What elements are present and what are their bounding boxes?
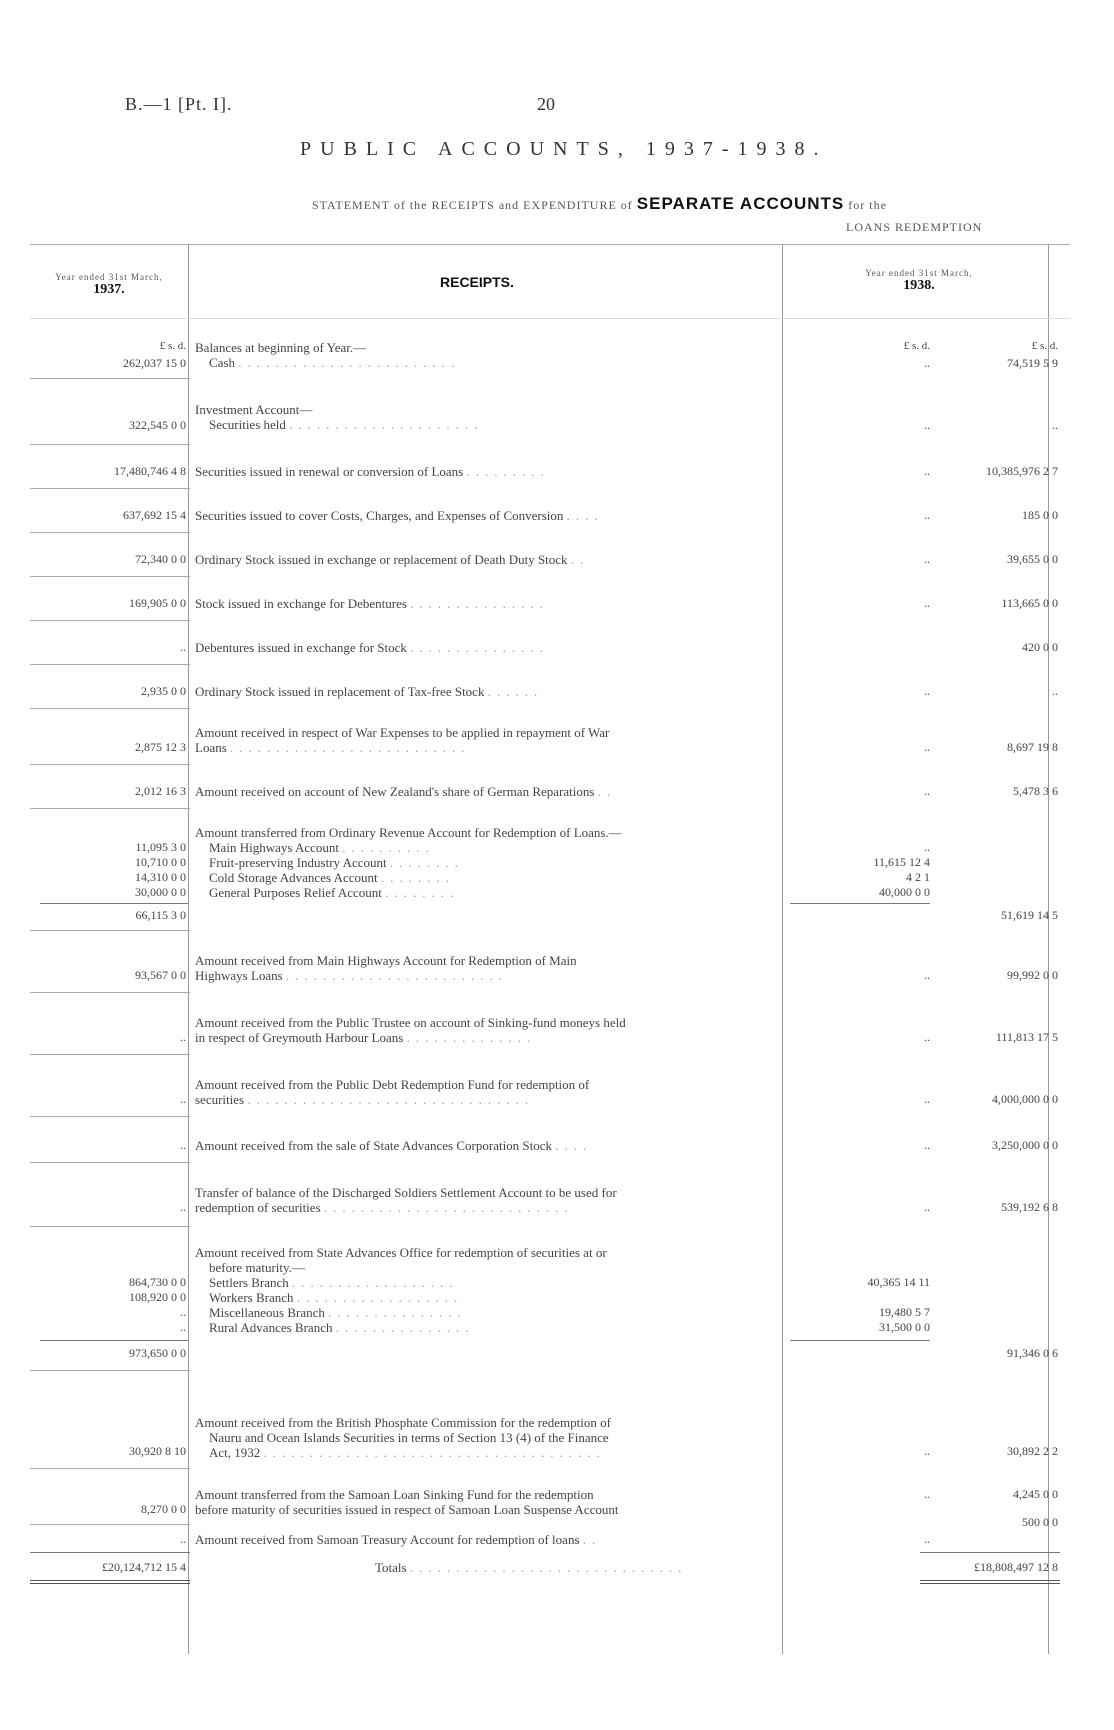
desc-line: Amount received in respect of War Expenses to be applied in repayment of War bbox=[195, 725, 610, 740]
table-cell: 111,813 17 5 bbox=[995, 1030, 1058, 1044]
subtitle-prefix: STATEMENT of the RECEIPTS and EXPENDITURE of bbox=[312, 198, 633, 212]
table-cell: .. bbox=[924, 968, 930, 982]
table-cell: 72,340 0 0 bbox=[135, 552, 186, 566]
table-cell: 39,655 0 0 bbox=[1007, 552, 1058, 566]
table-cell: .. bbox=[924, 464, 930, 478]
table-cell: .. bbox=[924, 740, 930, 754]
desc-line: Amount received from the Public Trustee on account of Sinking-fund moneys held bbox=[195, 1015, 626, 1030]
row-description: Ordinary Stock issued in replacement of Tax-free Stock ...... bbox=[195, 684, 544, 699]
table-cell: 30,920 8 10 bbox=[129, 1444, 186, 1458]
transfer-block bbox=[195, 825, 780, 900]
desc-line: Amount transferred from the Samoan Loan Sinking Fund for the redemption bbox=[195, 1487, 594, 1502]
row-description bbox=[195, 1015, 780, 1045]
table-cell: .. bbox=[180, 1030, 186, 1044]
desc-line: before maturity of securities issued in respect of Samoan Loan Suspense Account bbox=[195, 1502, 619, 1517]
row-rule bbox=[30, 444, 190, 445]
total-rule bbox=[30, 1552, 190, 1553]
desc-line: securities ............................... bbox=[195, 1092, 535, 1107]
statement-subtitle bbox=[312, 194, 887, 214]
desc-line: in respect of Greymouth Harbour Loans .............. bbox=[195, 1030, 537, 1045]
row-rule bbox=[30, 764, 190, 765]
table-cell: 8,270 0 0 bbox=[141, 1502, 186, 1516]
row-rule bbox=[30, 488, 190, 489]
table-cell: .. bbox=[180, 1138, 186, 1152]
row-description bbox=[195, 1415, 780, 1460]
subtotal-rule bbox=[790, 1340, 930, 1341]
block-heading: Amount transferred from Ordinary Revenue Account for Redemption of Loans.— bbox=[195, 825, 622, 840]
table-cell: 3,250,000 0 0 bbox=[992, 1138, 1058, 1152]
table-cell: .. bbox=[180, 640, 186, 654]
row-description: Securities issued to cover Costs, Charges, and Expenses of Conversion .... bbox=[195, 508, 604, 523]
row-description: Ordinary Stock issued in exchange or replacement of Death Duty Stock .. bbox=[195, 552, 590, 567]
row-description bbox=[195, 1077, 780, 1107]
desc-line: Investment Account— bbox=[195, 402, 313, 417]
page-number: 20 bbox=[537, 94, 555, 114]
list-item: Workers Branch .................. bbox=[209, 1290, 464, 1305]
table-cell: .. bbox=[924, 1487, 930, 1501]
table-cell: 2,935 0 0 bbox=[141, 684, 186, 698]
row-description: Amount received from the sale of State Advances Corporation Stock .... bbox=[195, 1138, 593, 1153]
total-double-rule bbox=[920, 1583, 1060, 1584]
table-cell: 30,892 2 2 bbox=[1007, 1444, 1058, 1458]
table-cell: .. bbox=[924, 1030, 930, 1044]
table-cell: .. bbox=[180, 1092, 186, 1106]
row-description: Stock issued in exchange for Debentures ............... bbox=[195, 596, 549, 611]
left-units: £ s. d. bbox=[159, 340, 186, 352]
row-description bbox=[195, 725, 780, 755]
table-cell: .. bbox=[1052, 418, 1058, 432]
table-cell: 4,245 0 0 bbox=[1013, 1487, 1058, 1501]
table-cell: .. bbox=[924, 596, 930, 610]
table-cell: .. bbox=[924, 1138, 930, 1152]
row-description: Amount received on account of New Zealand's share of German Reparations .. bbox=[195, 784, 617, 799]
total-double-rule bbox=[30, 1580, 190, 1581]
row-rule bbox=[30, 576, 190, 577]
table-cell: .. bbox=[180, 1532, 186, 1546]
row-rule bbox=[30, 378, 190, 379]
table-cell: 40,365 14 11 bbox=[867, 1275, 930, 1289]
table-cell: 40,000 0 0 bbox=[879, 885, 930, 899]
list-item: Cold Storage Advances Account ........ bbox=[209, 870, 455, 885]
table-cell: 11,095 3 0 bbox=[135, 840, 186, 854]
list-item: Rural Advances Branch ............... bbox=[209, 1320, 475, 1335]
table-cell: .. bbox=[924, 1200, 930, 1214]
row-rule bbox=[30, 1162, 190, 1163]
subtitle-emphasis: SEPARATE ACCOUNTS bbox=[636, 194, 845, 213]
table-cell: .. bbox=[924, 1092, 930, 1106]
desc-line: Highways Loans ........................ bbox=[195, 968, 508, 983]
table-cell: .. bbox=[924, 1444, 930, 1458]
table-cell: 5,478 3 6 bbox=[1013, 784, 1058, 798]
table-cell: 93,567 0 0 bbox=[135, 968, 186, 982]
row-description: Debentures issued in exchange for Stock ............... bbox=[195, 640, 549, 655]
row-rule bbox=[30, 1054, 190, 1055]
row-description bbox=[195, 402, 780, 432]
desc-line: Amount received from Main Highways Account for Redemption of Main bbox=[195, 953, 577, 968]
table-cell: 2,875 12 3 bbox=[135, 740, 186, 754]
table-cell: 14,310 0 0 bbox=[135, 870, 186, 884]
list-item: Settlers Branch .................. bbox=[209, 1275, 459, 1290]
state-advances-block bbox=[195, 1245, 780, 1335]
total-cell-1937: £20,124,712 15 4 bbox=[102, 1560, 186, 1574]
table-cell: .. bbox=[924, 508, 930, 522]
subtotal-rule bbox=[790, 903, 930, 904]
mid-units: £ s. d. bbox=[903, 340, 930, 352]
table-cell: .. bbox=[924, 418, 930, 432]
table-cell: 420 0 0 bbox=[1022, 640, 1058, 654]
table-cell: 262,037 15 0 bbox=[123, 356, 186, 370]
row-rule bbox=[30, 808, 190, 809]
row-rule bbox=[30, 930, 190, 931]
table-cell: .. bbox=[924, 1532, 930, 1546]
table-cell: 30,000 0 0 bbox=[135, 885, 186, 899]
row-rule bbox=[30, 1524, 190, 1525]
right-column-heading bbox=[790, 268, 1048, 294]
subtotal-cell: 66,115 3 0 bbox=[135, 908, 186, 922]
table-cell: 108,920 0 0 bbox=[129, 1290, 186, 1304]
left-heading-year: 1937. bbox=[93, 282, 125, 297]
row-rule bbox=[30, 1468, 190, 1469]
block-heading: Amount received from State Advances Office for redemption of securities at or bbox=[195, 1245, 607, 1260]
right-heading-year: 1938. bbox=[903, 278, 935, 293]
table-cell: 74,519 5 9 bbox=[1007, 356, 1058, 370]
desc-line: Loans .......................... bbox=[195, 740, 471, 755]
table-cell: .. bbox=[180, 1320, 186, 1334]
right-heading-text: Year ended 31st March, bbox=[865, 268, 973, 278]
row-rule bbox=[30, 664, 190, 665]
table-cell: 113,665 0 0 bbox=[1001, 596, 1058, 610]
row-description bbox=[195, 1185, 780, 1215]
right-units: £ s. d. bbox=[1031, 340, 1058, 352]
table-cell: 8,697 19 8 bbox=[1007, 740, 1058, 754]
block-heading: before maturity.— bbox=[209, 1260, 305, 1275]
table-cell: .. bbox=[924, 684, 930, 698]
desc-line: Amount received from the Public Debt Redemption Fund for redemption of bbox=[195, 1077, 590, 1092]
table-cell: .. bbox=[924, 840, 930, 854]
table-cell: 4,000,000 0 0 bbox=[992, 1092, 1058, 1106]
desc-line: Act, 1932 ..................................... bbox=[209, 1445, 606, 1460]
table-cell: .. bbox=[924, 552, 930, 566]
subtitle-suffix: for the bbox=[848, 198, 887, 212]
receipts-heading: RECEIPTS. bbox=[440, 274, 514, 290]
table-cell: 637,692 15 4 bbox=[123, 508, 186, 522]
table-cell: 4 2 1 bbox=[906, 870, 930, 884]
subtitle-line2: LOANS REDEMPTION bbox=[846, 220, 983, 234]
table-cell: 169,905 0 0 bbox=[129, 596, 186, 610]
table-cell: 500 0 0 bbox=[1022, 1515, 1058, 1529]
table-cell: 99,992 0 0 bbox=[1007, 968, 1058, 982]
header-rule bbox=[30, 318, 1070, 319]
subtotal-cell: 51,619 14 5 bbox=[1001, 908, 1058, 922]
report-reference: B.—1 [Pt. I]. bbox=[125, 94, 233, 114]
row-description bbox=[195, 340, 780, 370]
desc-line: Nauru and Ocean Islands Securities in terms of Section 13 (4) of the Finance bbox=[209, 1430, 609, 1445]
list-item: Fruit-preserving Industry Account ........ bbox=[209, 855, 464, 870]
subtotal-cell: 91,346 0 6 bbox=[1007, 1346, 1058, 1360]
row-rule bbox=[30, 1370, 190, 1371]
subtotal-cell: 973,650 0 0 bbox=[129, 1346, 186, 1360]
subtotal-rule bbox=[40, 1340, 188, 1341]
row-description bbox=[195, 1487, 780, 1517]
column-divider-right bbox=[1048, 244, 1049, 1654]
table-cell: 11,615 12 4 bbox=[873, 855, 930, 869]
left-column-heading bbox=[30, 272, 188, 298]
table-cell: .. bbox=[1052, 684, 1058, 698]
row-description: Securities issued in renewal or conversion of Loans ......... bbox=[195, 464, 550, 479]
row-rule bbox=[30, 1116, 190, 1117]
left-heading-text: Year ended 31st March, bbox=[55, 272, 163, 282]
row-rule bbox=[30, 1226, 190, 1227]
table-cell: 322,545 0 0 bbox=[129, 418, 186, 432]
column-divider-left bbox=[188, 244, 189, 1654]
table-cell: 864,730 0 0 bbox=[129, 1275, 186, 1289]
row-description: Amount received from Samoan Treasury Account for redemption of loans .. bbox=[195, 1532, 602, 1547]
table-cell: 10,710 0 0 bbox=[135, 855, 186, 869]
total-rule bbox=[920, 1552, 1060, 1553]
total-double-rule bbox=[30, 1583, 190, 1584]
desc-line: Balances at beginning of Year.— bbox=[195, 340, 367, 355]
table-cell: 10,385,976 2 7 bbox=[986, 464, 1058, 478]
table-cell: .. bbox=[924, 356, 930, 370]
table-cell: 31,500 0 0 bbox=[879, 1320, 930, 1334]
row-rule bbox=[30, 992, 190, 993]
table-cell: 2,012 16 3 bbox=[135, 784, 186, 798]
page-title: PUBLIC ACCOUNTS, 1937-1938. bbox=[300, 138, 828, 160]
table-top-rule bbox=[30, 244, 1070, 245]
totals-label: Totals .............................. bbox=[375, 1560, 688, 1575]
list-item: Main Highways Account .......... bbox=[209, 840, 435, 855]
desc-line: Amount received from the British Phosphate Commission for the redemption of bbox=[195, 1415, 611, 1430]
table-cell: .. bbox=[180, 1200, 186, 1214]
desc-line: Transfer of balance of the Discharged Soldiers Settlement Account to be used for bbox=[195, 1185, 617, 1200]
table-cell: 19,480 5 7 bbox=[879, 1305, 930, 1319]
desc-line: Securities held ..................... bbox=[209, 417, 484, 432]
row-rule bbox=[30, 620, 190, 621]
table-cell: 17,480,746 4 8 bbox=[114, 464, 186, 478]
list-item: General Purposes Relief Account ........ bbox=[209, 885, 460, 900]
desc-line: Cash ........................ bbox=[209, 355, 461, 370]
row-rule bbox=[30, 532, 190, 533]
total-double-rule bbox=[920, 1580, 1060, 1581]
list-item: Miscellaneous Branch ............... bbox=[209, 1305, 467, 1320]
table-cell: .. bbox=[180, 1305, 186, 1319]
desc-line: redemption of securities ........................... bbox=[195, 1200, 574, 1215]
table-cell: .. bbox=[924, 784, 930, 798]
row-rule bbox=[30, 708, 190, 709]
column-divider-middle bbox=[782, 244, 783, 1654]
table-cell: 185 0 0 bbox=[1022, 508, 1058, 522]
table-cell: 539,192 6 8 bbox=[1001, 1200, 1058, 1214]
total-cell-1938: £18,808,497 12 8 bbox=[974, 1560, 1058, 1574]
subtotal-rule bbox=[40, 903, 188, 904]
row-description bbox=[195, 953, 780, 983]
